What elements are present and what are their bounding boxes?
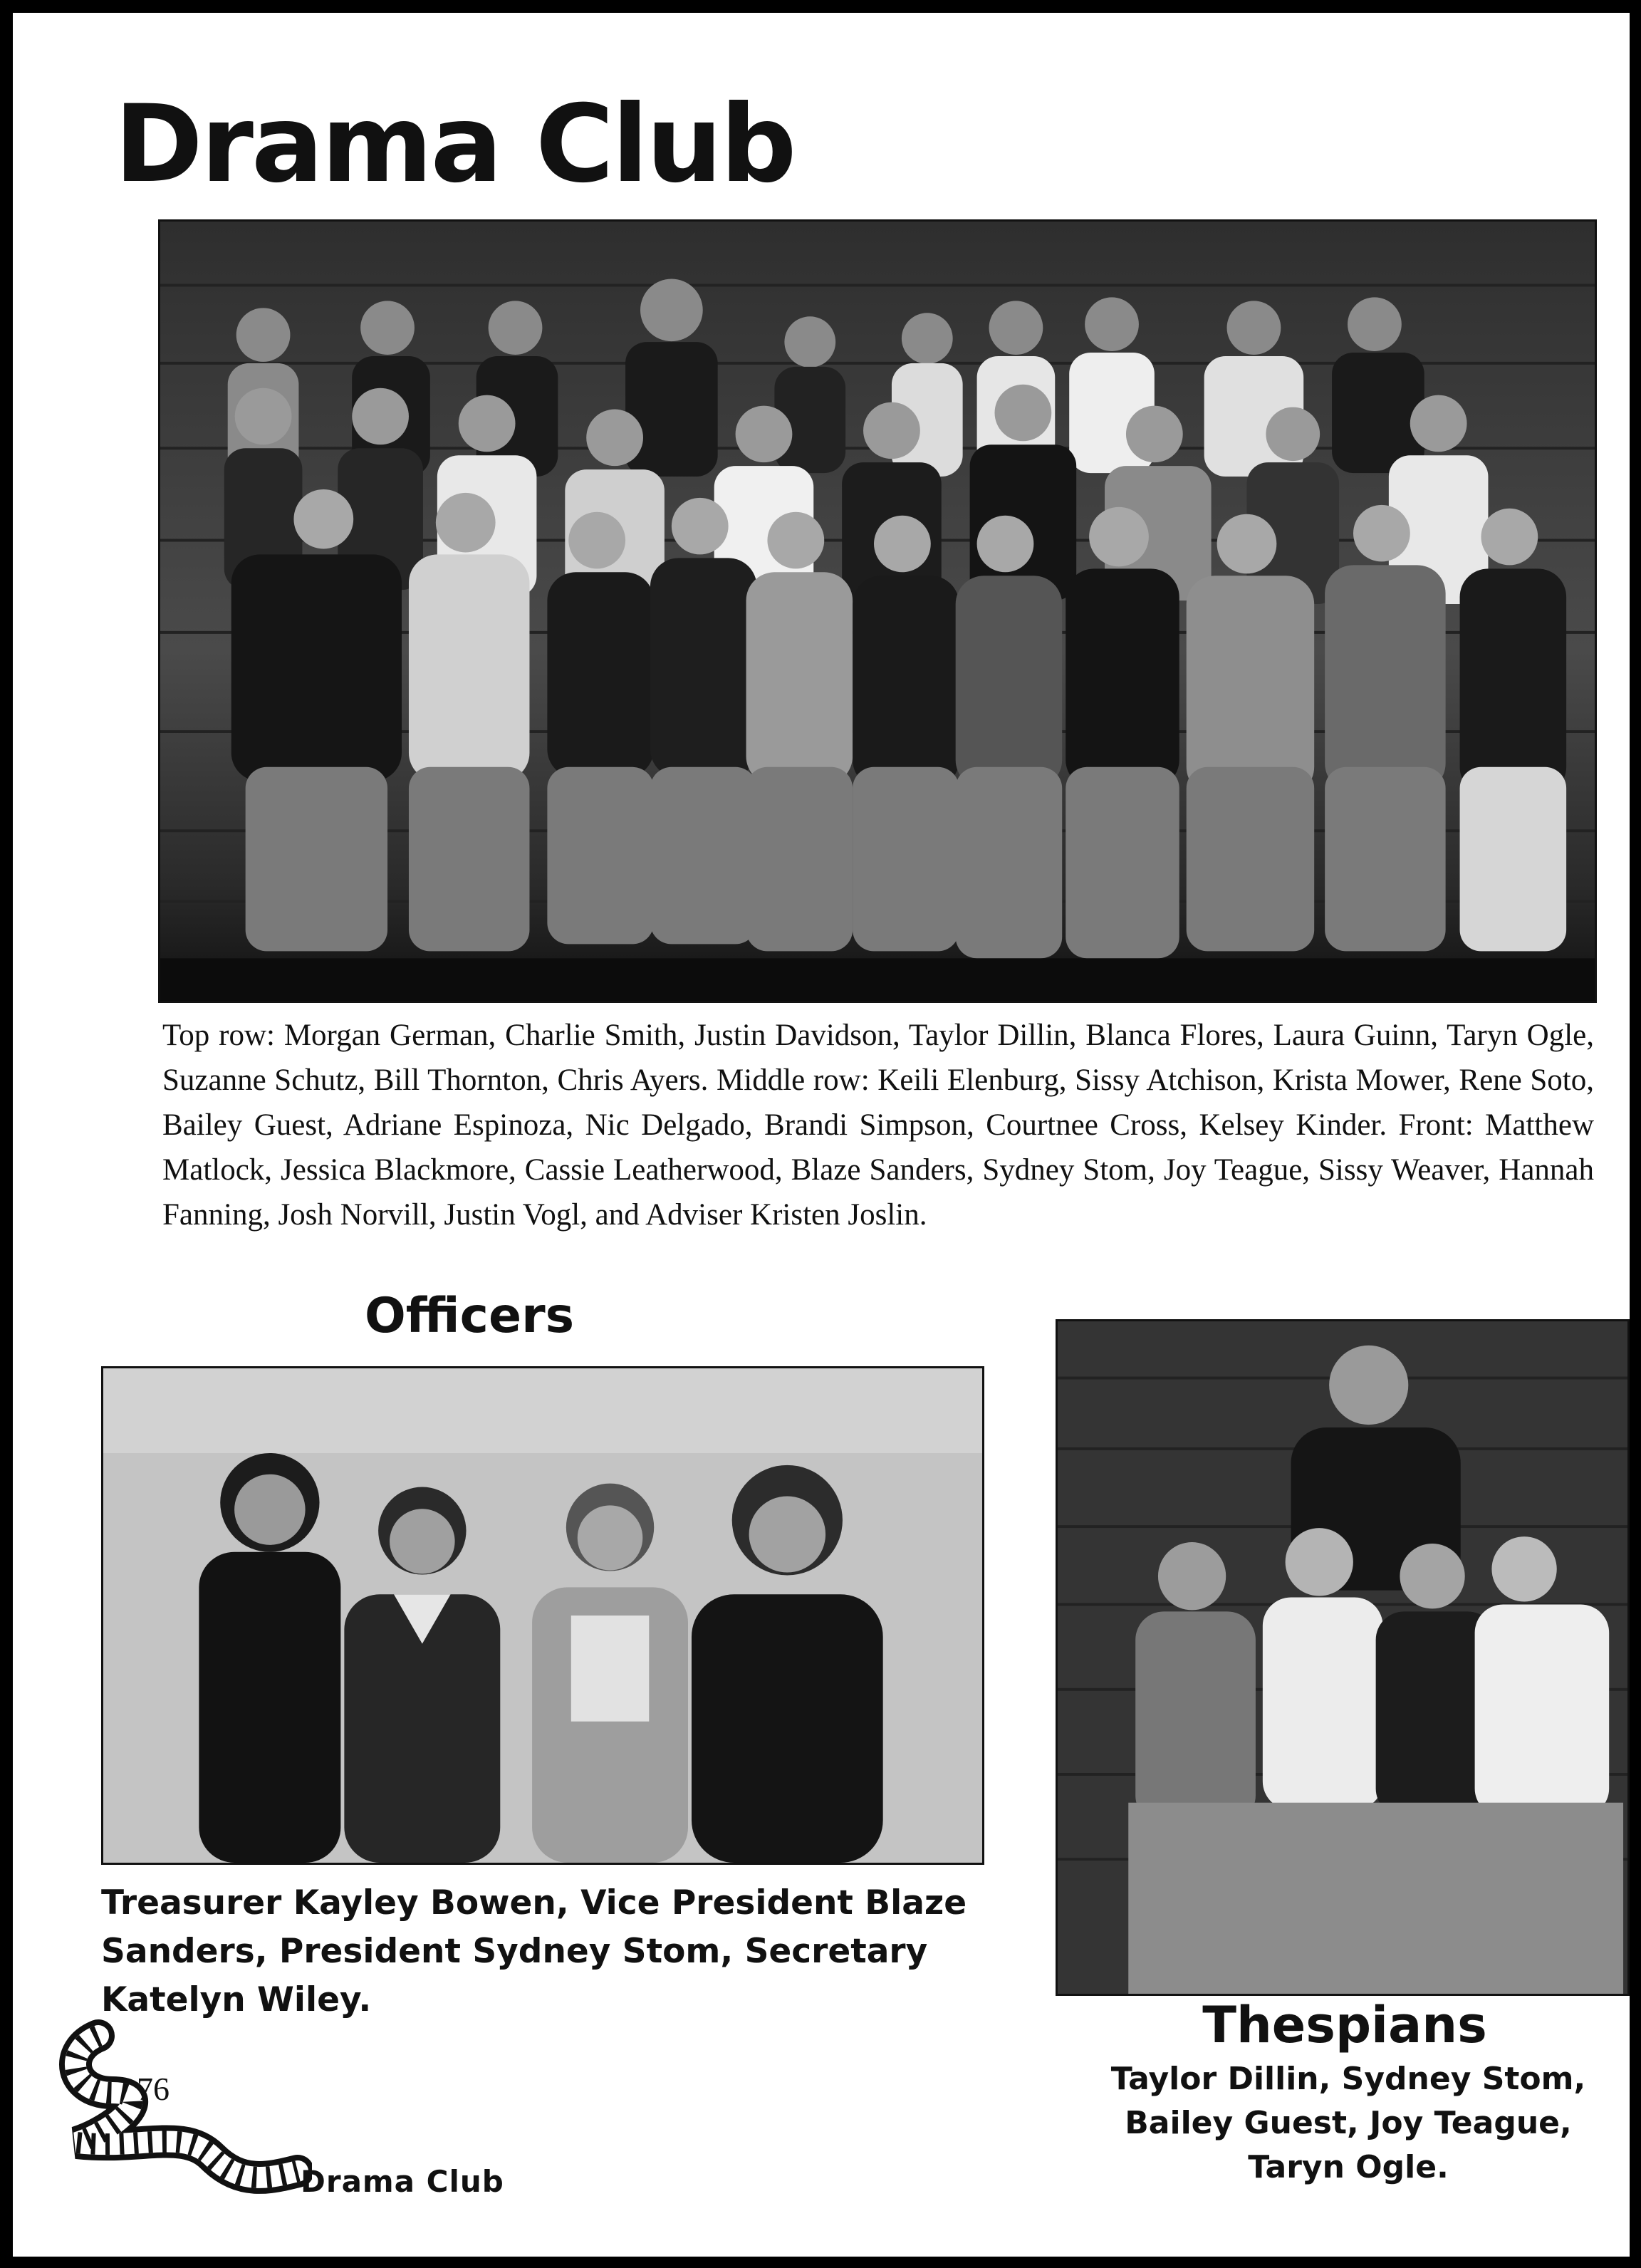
thespians-caption-line: Taylor Dillin, Sydney Stom, — [1110, 2061, 1586, 2097]
officers-heading: Officers — [365, 1288, 575, 1344]
yearbook-page — [13, 13, 1630, 2257]
page-number: 76 — [137, 2071, 170, 2107]
officers-caption: Treasurer Kayley Bowen, Vice President Blaze Sanders, President Sydney Stom, Secretary Katelyn Wiley. — [101, 1883, 967, 2019]
thespians-photo-image — [1058, 1321, 1627, 1994]
thespians-caption-line: Bailey Guest, Joy Teague, — [1125, 2105, 1572, 2141]
section-name: Drama Club — [301, 2164, 504, 2199]
thespians-photo — [1056, 1319, 1630, 1996]
officers-photo — [101, 1366, 984, 1865]
group-photo — [158, 219, 1597, 1003]
group-photo-image — [160, 222, 1595, 1001]
page-title: Drama Club — [114, 83, 795, 207]
film-strip-icon — [56, 2007, 312, 2221]
thespians-heading: Thespians — [1202, 1996, 1487, 2054]
thespians-caption — [1060, 2057, 1630, 2190]
group-photo-caption: Top row: Morgan German, Charlie Smith, Justin Davidson, Taylor Dillin, Blanca Flores, Laura Guinn, Taryn Ogle, Suzanne Schutz, Bill Thornton, Chris Ayers. Middle row: Keili Elenburg, Sissy Atchison, Krista Mower, Rene Soto, Bailey Guest, Adriane Espinoza, Nic Delgado, Brandi Simpson, Courtnee Cross, Kelsey Kinder. Front: Matthew Matlock, Jessica Blackmore, Cassie Leatherwood, Blaze Sanders, Sydney Stom, Joy Teague, Sissy Weaver, Hannah Fanning, Josh Norvill, Justin Vogl, and Adviser Kristen Joslin. — [162, 1019, 1594, 1232]
officers-photo-image — [103, 1368, 982, 1863]
thespians-caption-line: Taryn Ogle. — [1248, 2149, 1449, 2185]
